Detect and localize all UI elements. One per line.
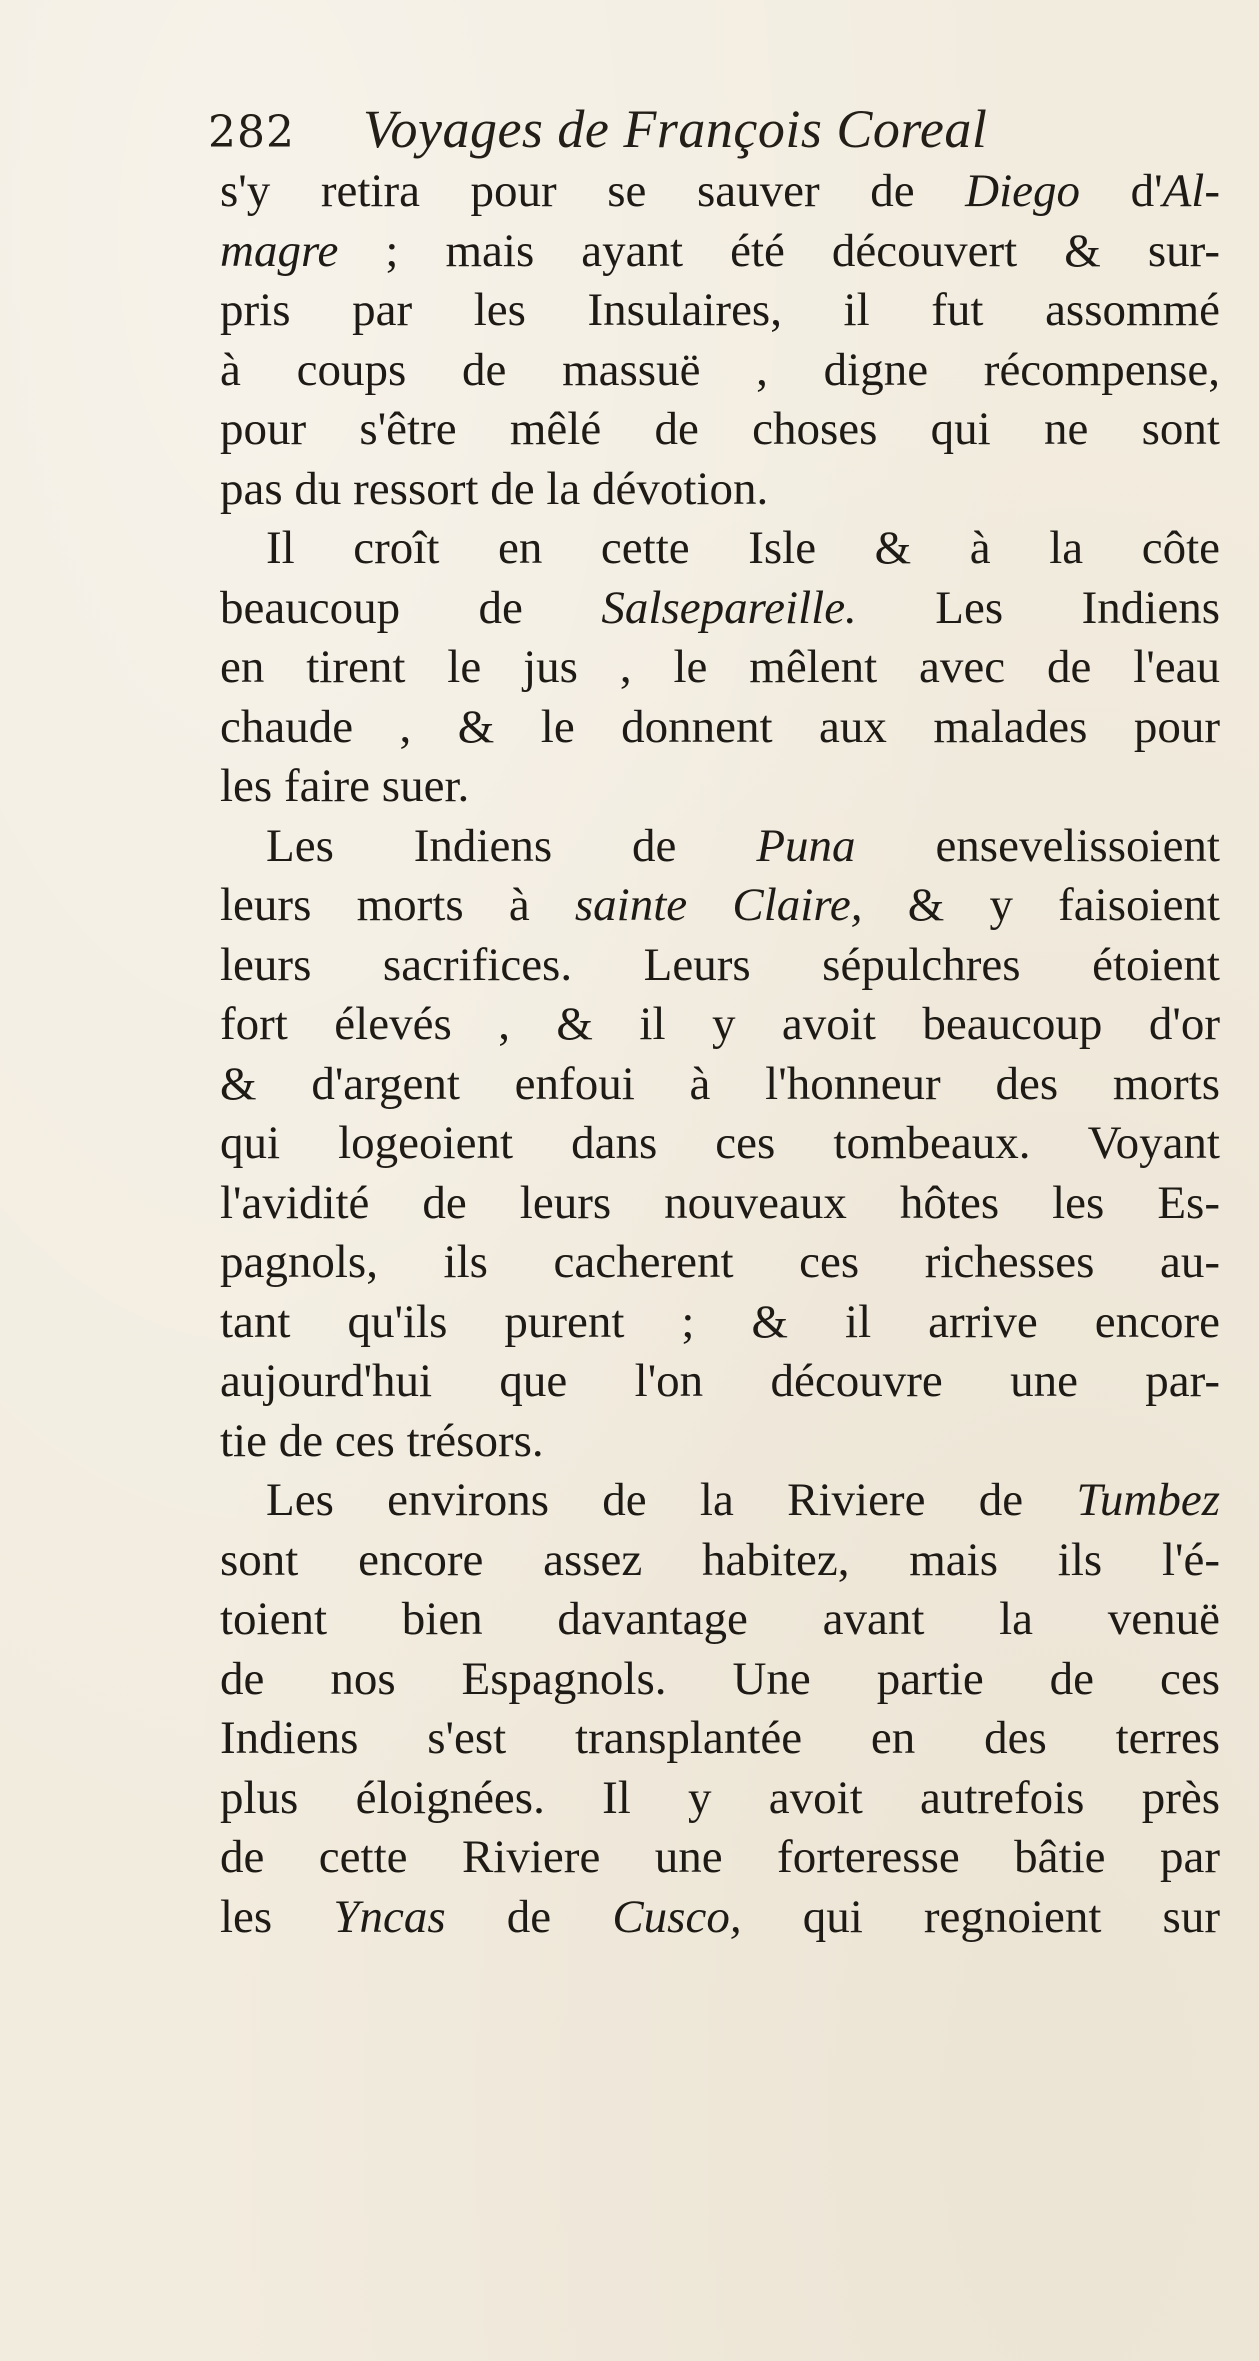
text-line [220, 1114, 1220, 1174]
text-line [220, 222, 1220, 282]
italic-segment: Al- [1162, 165, 1220, 217]
text-segment: les faire suer. [220, 760, 470, 812]
italic-segment: Tumbez [1076, 1474, 1220, 1526]
text-segment: de cette Riviere une forteresse bâtie par [220, 1831, 1220, 1883]
text-segment: ; mais ayant été découvert & sur- [338, 224, 1220, 277]
text-line [220, 1531, 1220, 1591]
text-segment: en tirent le jus , le mêlent avec de l'eau [220, 641, 1220, 693]
text-line [220, 1174, 1220, 1234]
text-segment: ensevelissoient [855, 819, 1220, 872]
running-title: Voyages de François Coreal [362, 99, 988, 159]
text-segment: leurs sacrifices. Leurs sépulchres étoient [220, 938, 1220, 991]
text-line [220, 1352, 1220, 1412]
text-line [220, 460, 1220, 520]
text-segment: de nos Espagnols. Une partie de ces [220, 1652, 1220, 1705]
text-segment: à coups de massuë , digne récompense, [220, 343, 1220, 396]
page-header [208, 98, 987, 158]
text-line [220, 1293, 1220, 1353]
text-segment: pour s'être mêlé de choses qui ne sont [220, 403, 1220, 455]
text-line [220, 936, 1220, 996]
text-segment: fort élevés , & il y avoit beaucoup d'or [220, 998, 1220, 1050]
text-segment: & y faisoient [862, 879, 1220, 931]
text-segment: beaucoup de [220, 581, 602, 634]
text-segment: d' [1080, 165, 1163, 217]
text-segment: toient bien davantage avant la venuë [220, 1593, 1220, 1645]
text-line [220, 341, 1220, 401]
text-line [220, 1471, 1220, 1531]
text-line [220, 698, 1220, 758]
text-segment: plus éloignées. Il y avoit autrefois près [220, 1771, 1220, 1824]
text-line [220, 1709, 1220, 1769]
italic-segment: Yncas [333, 1890, 446, 1943]
text-line [220, 1888, 1220, 1948]
text-line [220, 162, 1220, 222]
italic-segment: Salsepareille. [601, 581, 857, 634]
text-segment: l'avidité de leurs nouveaux hôtes les Es- [220, 1176, 1220, 1229]
text-segment: Il croît en cette Isle & à la côte [266, 522, 1220, 574]
text-segment: tie de ces trésors. [220, 1414, 544, 1467]
text-segment: & d'argent enfoui à l'honneur des morts [220, 1057, 1220, 1110]
text-line [220, 1769, 1220, 1829]
text-line [220, 1590, 1220, 1650]
text-line [220, 1412, 1220, 1472]
page-number: 282 [208, 107, 295, 158]
text-line [220, 876, 1220, 936]
text-line [220, 400, 1220, 460]
text-segment: chaude , & le donnent aux malades pour [220, 700, 1220, 753]
text-segment: pris par les Insulaires, il fut assommé [220, 284, 1220, 336]
italic-segment: sainte Claire, [574, 879, 863, 931]
text-line [220, 995, 1220, 1055]
text-segment: aujourd'hui que l'on découvre une par- [220, 1355, 1220, 1407]
text-segment: pagnols, ils cacherent ces richesses au- [220, 1236, 1220, 1288]
text-segment: s'y retira pour se sauver de [220, 165, 966, 217]
text-segment: Les Indiens [856, 581, 1220, 634]
text-segment: tant qu'ils purent ; & il arrive encore [220, 1295, 1220, 1348]
text-segment: Les environs de la Riviere de [266, 1474, 1077, 1526]
text-line [220, 757, 1220, 817]
text-line [220, 519, 1220, 579]
text-segment: qui regnoient sur [741, 1890, 1220, 1943]
text-segment: qui logeoient dans ces tombeaux. Voyant [220, 1117, 1220, 1169]
text-segment: de [445, 1890, 613, 1943]
text-segment: les [220, 1890, 334, 1943]
text-line [220, 281, 1220, 341]
text-segment: Indiens s'est transplantée en des terres [220, 1712, 1220, 1764]
text-segment: pas du ressort de la dévotion. [220, 462, 769, 515]
text-line [220, 1828, 1220, 1888]
text-line [220, 638, 1220, 698]
italic-segment: magre [220, 224, 339, 277]
text-line [220, 817, 1220, 877]
italic-segment: Diego [965, 165, 1081, 217]
text-line [220, 1233, 1220, 1293]
text-line [220, 579, 1220, 639]
italic-segment: Cusco, [612, 1890, 742, 1943]
body-text [220, 162, 1220, 1947]
text-line [220, 1055, 1220, 1115]
text-line [220, 1650, 1220, 1710]
text-segment: Les Indiens de [266, 819, 757, 872]
italic-segment: Puna [756, 819, 856, 872]
text-segment: leurs morts à [220, 879, 575, 931]
text-segment: sont encore assez habitez, mais ils l'é- [220, 1533, 1220, 1586]
